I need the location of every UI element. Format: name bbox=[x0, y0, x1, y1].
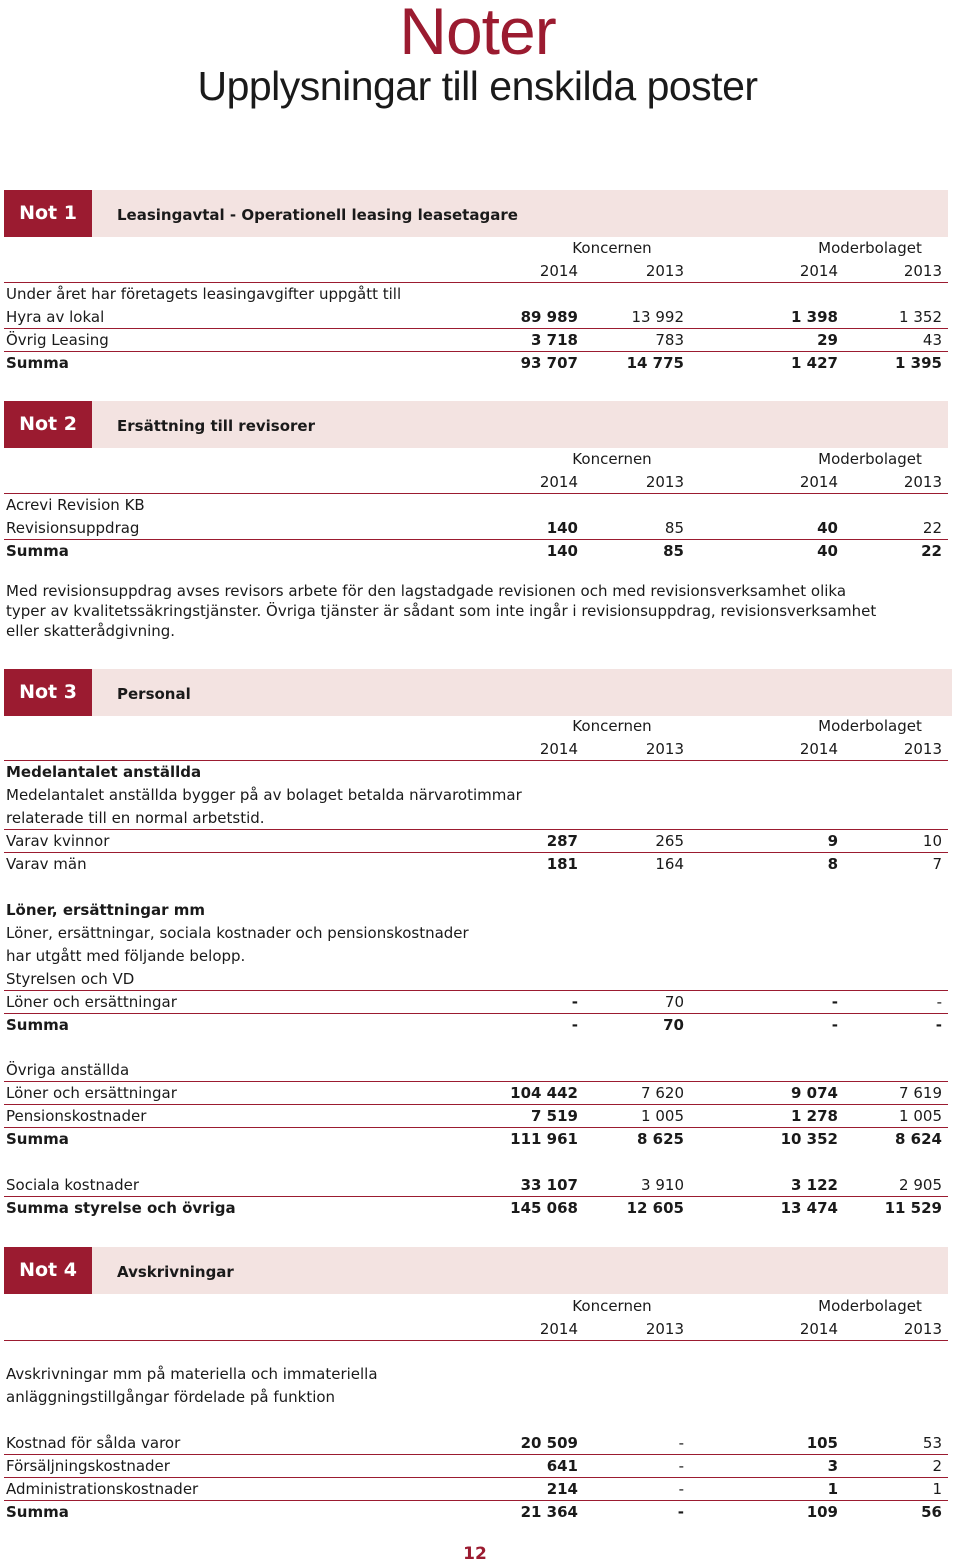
cell: 2 bbox=[932, 1457, 942, 1475]
cell: 89 989 bbox=[520, 308, 578, 326]
cell: - bbox=[678, 1434, 684, 1452]
page-number: 12 bbox=[463, 1544, 487, 1564]
note-2-title: Ersättning till revisorer bbox=[117, 417, 316, 435]
row-label: Acrevi Revision KB bbox=[6, 496, 145, 514]
row-label: Löner, ersättningar mm bbox=[6, 901, 206, 919]
group-koncernen: Koncernen bbox=[572, 717, 652, 735]
year-col: 2013 bbox=[903, 1320, 942, 1338]
row-label: har utgått med följande belopp. bbox=[6, 947, 246, 965]
table-row-sum bbox=[4, 540, 948, 563]
page-subtitle: Upplysningar till enskilda poster bbox=[197, 63, 758, 109]
row-label: Summa bbox=[6, 1503, 69, 1521]
cell: 3 910 bbox=[641, 1176, 684, 1194]
cell: 40 bbox=[817, 519, 838, 537]
note-3-header bbox=[4, 669, 952, 716]
row-label: Summa bbox=[6, 1016, 69, 1034]
row-label: Kostnad för sålda varor bbox=[6, 1434, 181, 1452]
table-row bbox=[4, 1082, 948, 1105]
cell: - bbox=[936, 993, 942, 1011]
year-header bbox=[4, 471, 948, 494]
row-label: Löner, ersättningar, sociala kostnader och pensionskostnader bbox=[6, 924, 469, 942]
cell: 3 122 bbox=[791, 1176, 838, 1194]
row-label: Varav män bbox=[6, 855, 87, 873]
cell: 1 bbox=[827, 1480, 838, 1498]
cell: 265 bbox=[655, 832, 684, 850]
cell: 641 bbox=[546, 1457, 578, 1475]
cell: 53 bbox=[922, 1434, 942, 1452]
year-col: 2013 bbox=[645, 262, 684, 280]
note-3-tag: Not 3 bbox=[4, 669, 92, 716]
section-heading bbox=[4, 899, 948, 922]
year-col: 2013 bbox=[645, 740, 684, 758]
cell: 105 bbox=[806, 1434, 838, 1452]
table-row bbox=[4, 945, 948, 968]
cell: - bbox=[678, 1480, 684, 1498]
table-row bbox=[4, 968, 948, 991]
year-col: 2014 bbox=[799, 473, 838, 491]
table-row bbox=[4, 807, 948, 830]
cell: 93 707 bbox=[520, 354, 578, 372]
cell: 14 775 bbox=[626, 354, 684, 372]
cell: 1 395 bbox=[895, 354, 942, 372]
cell: 214 bbox=[546, 1480, 578, 1498]
row-label: Summa bbox=[6, 542, 69, 560]
cell: 287 bbox=[546, 832, 578, 850]
cell: 2 905 bbox=[899, 1176, 942, 1194]
note-3-title: Personal bbox=[117, 685, 191, 703]
table-row bbox=[4, 1105, 948, 1128]
table-row bbox=[4, 1432, 948, 1455]
cell: 7 619 bbox=[899, 1084, 942, 1102]
table-row-sum bbox=[4, 352, 948, 375]
table-row-sum bbox=[4, 1501, 948, 1524]
cell: - bbox=[831, 993, 838, 1011]
cell: 1 278 bbox=[791, 1107, 838, 1125]
year-header bbox=[4, 260, 948, 283]
cell: 13 474 bbox=[780, 1199, 838, 1217]
note-1-header bbox=[4, 190, 948, 237]
cell: 8 624 bbox=[895, 1130, 942, 1148]
cell: 164 bbox=[655, 855, 684, 873]
cell: 3 bbox=[827, 1457, 838, 1475]
note-line: eller skatterådgivning. bbox=[6, 622, 176, 640]
year-col: 2014 bbox=[799, 262, 838, 280]
row-label: anläggningstillgångar fördelade på funktion bbox=[6, 1388, 336, 1406]
cell: 7 519 bbox=[531, 1107, 578, 1125]
cell: 783 bbox=[655, 331, 684, 349]
row-label: relaterade till en normal arbetstid. bbox=[6, 809, 265, 827]
cell: 22 bbox=[921, 542, 942, 560]
table-row bbox=[4, 1363, 948, 1386]
column-group-header bbox=[4, 448, 948, 471]
table-row bbox=[4, 494, 948, 517]
cell: 29 bbox=[817, 331, 838, 349]
year-col: 2014 bbox=[799, 740, 838, 758]
table-row bbox=[4, 830, 948, 853]
cell: 140 bbox=[546, 542, 578, 560]
row-label: Varav kvinnor bbox=[6, 832, 110, 850]
section-heading bbox=[4, 761, 948, 784]
cell: 10 352 bbox=[780, 1130, 838, 1148]
cell: 7 620 bbox=[641, 1084, 684, 1102]
year-col: 2013 bbox=[645, 1320, 684, 1338]
group-koncernen: Koncernen bbox=[572, 239, 652, 257]
cell: 40 bbox=[817, 542, 838, 560]
note-line: Med revisionsuppdrag avses revisors arbete för den lagstadgade revisionen och med revisionsverksamhet olika bbox=[6, 582, 847, 600]
table-row bbox=[4, 991, 948, 1014]
row-label: Försäljningskostnader bbox=[6, 1457, 170, 1475]
group-moderbolaget: Moderbolaget bbox=[818, 1297, 922, 1315]
note-4-tag: Not 4 bbox=[4, 1247, 92, 1294]
year-col: 2013 bbox=[645, 473, 684, 491]
cell: 20 509 bbox=[520, 1434, 578, 1452]
cell: 140 bbox=[546, 519, 578, 537]
cell: 56 bbox=[921, 1503, 942, 1521]
table-row bbox=[4, 853, 948, 876]
cell: 8 bbox=[827, 855, 838, 873]
cell: 1 005 bbox=[641, 1107, 684, 1125]
table-row bbox=[4, 1386, 948, 1409]
group-moderbolaget: Moderbolaget bbox=[818, 239, 922, 257]
row-label: Pensionskostnader bbox=[6, 1107, 147, 1125]
table-row bbox=[4, 329, 948, 352]
cell: 109 bbox=[806, 1503, 838, 1521]
cell: 43 bbox=[922, 331, 942, 349]
cell: - bbox=[571, 993, 578, 1011]
cell: 22 bbox=[922, 519, 942, 537]
column-group-header bbox=[4, 1295, 948, 1318]
cell: - bbox=[935, 1016, 942, 1034]
cell: 3 718 bbox=[531, 331, 578, 349]
group-moderbolaget: Moderbolaget bbox=[818, 717, 922, 735]
row-label: Revisionsuppdrag bbox=[6, 519, 140, 537]
row-label: Hyra av lokal bbox=[6, 308, 105, 326]
cell: - bbox=[831, 1016, 838, 1034]
table-row bbox=[4, 922, 948, 945]
group-koncernen: Koncernen bbox=[572, 450, 652, 468]
cell: 1 427 bbox=[791, 354, 838, 372]
cell: 9 074 bbox=[791, 1084, 838, 1102]
row-label: Medelantalet anställda bygger på av bolaget betalda närvarotimmar bbox=[6, 786, 522, 804]
note-4-header bbox=[4, 1247, 948, 1294]
table-row bbox=[4, 306, 948, 329]
cell: 9 bbox=[827, 832, 838, 850]
year-header bbox=[4, 738, 948, 761]
cell: 85 bbox=[664, 519, 684, 537]
cell: 13 992 bbox=[631, 308, 684, 326]
note-2-tag: Not 2 bbox=[4, 401, 92, 448]
cell: 33 107 bbox=[520, 1176, 578, 1194]
table-row bbox=[4, 784, 948, 807]
table-row bbox=[4, 1174, 948, 1197]
table-row bbox=[4, 283, 948, 306]
note-1-tag: Not 1 bbox=[4, 190, 92, 237]
row-label: Under året har företagets leasingavgifter uppgått till bbox=[6, 285, 402, 303]
row-label: Avskrivningar mm på materiella och immateriella bbox=[6, 1365, 378, 1383]
row-label: Summa styrelse och övriga bbox=[6, 1199, 236, 1217]
cell: 181 bbox=[546, 855, 578, 873]
row-label: Medelantalet anställda bbox=[6, 763, 202, 781]
row-label: Summa bbox=[6, 1130, 69, 1148]
cell: 11 529 bbox=[884, 1199, 942, 1217]
note-4-title: Avskrivningar bbox=[117, 1263, 234, 1281]
cell: 7 bbox=[932, 855, 942, 873]
column-group-header bbox=[4, 715, 948, 738]
cell: 104 442 bbox=[510, 1084, 578, 1102]
cell: 1 bbox=[932, 1480, 942, 1498]
note-2-header bbox=[4, 401, 948, 448]
cell: 70 bbox=[664, 993, 684, 1011]
year-col: 2014 bbox=[539, 473, 578, 491]
row-label: Styrelsen och VD bbox=[6, 970, 135, 988]
cell: - bbox=[677, 1503, 684, 1521]
row-label: Övrig Leasing bbox=[6, 331, 109, 349]
year-header bbox=[4, 1318, 948, 1341]
cell: 1 398 bbox=[791, 308, 838, 326]
cell: 145 068 bbox=[510, 1199, 578, 1217]
year-col: 2014 bbox=[539, 1320, 578, 1338]
cell: 85 bbox=[663, 542, 684, 560]
year-col: 2014 bbox=[539, 740, 578, 758]
table-row bbox=[4, 1478, 948, 1501]
row-label: Administrationskostnader bbox=[6, 1480, 199, 1498]
cell: 8 625 bbox=[637, 1130, 684, 1148]
cell: 1 352 bbox=[899, 308, 942, 326]
table-row bbox=[4, 1059, 948, 1082]
cell: - bbox=[678, 1457, 684, 1475]
cell: 111 961 bbox=[510, 1130, 578, 1148]
table-row-sum bbox=[4, 1197, 948, 1220]
year-col: 2014 bbox=[539, 262, 578, 280]
cell: 1 005 bbox=[899, 1107, 942, 1125]
page-title: Noter bbox=[399, 0, 556, 68]
year-col: 2013 bbox=[903, 262, 942, 280]
note-line: typer av kvalitetssäkringstjänster. Övriga tjänster är sådant som inte ingår i revisionsuppdrag, revisionsverksamhet bbox=[6, 602, 877, 620]
table-row-sum bbox=[4, 1128, 948, 1151]
cell: 21 364 bbox=[520, 1503, 578, 1521]
cell: 70 bbox=[663, 1016, 684, 1034]
note-1-title: Leasingavtal - Operationell leasing leasetagare bbox=[117, 206, 518, 224]
year-col: 2013 bbox=[903, 473, 942, 491]
row-label: Löner och ersättningar bbox=[6, 993, 177, 1011]
year-col: 2013 bbox=[903, 740, 942, 758]
table-row-sum bbox=[4, 1014, 948, 1037]
cell: 12 605 bbox=[626, 1199, 684, 1217]
column-group-header bbox=[4, 237, 948, 260]
not2-note-text bbox=[6, 581, 906, 641]
table-row bbox=[4, 1455, 948, 1478]
table-row bbox=[4, 517, 948, 540]
row-label: Övriga anställda bbox=[6, 1061, 130, 1079]
group-koncernen: Koncernen bbox=[572, 1297, 652, 1315]
row-label: Summa bbox=[6, 354, 69, 372]
row-label: Löner och ersättningar bbox=[6, 1084, 177, 1102]
row-label: Sociala kostnader bbox=[6, 1176, 140, 1194]
cell: 10 bbox=[922, 832, 942, 850]
year-col: 2014 bbox=[799, 1320, 838, 1338]
group-moderbolaget: Moderbolaget bbox=[818, 450, 922, 468]
cell: - bbox=[571, 1016, 578, 1034]
